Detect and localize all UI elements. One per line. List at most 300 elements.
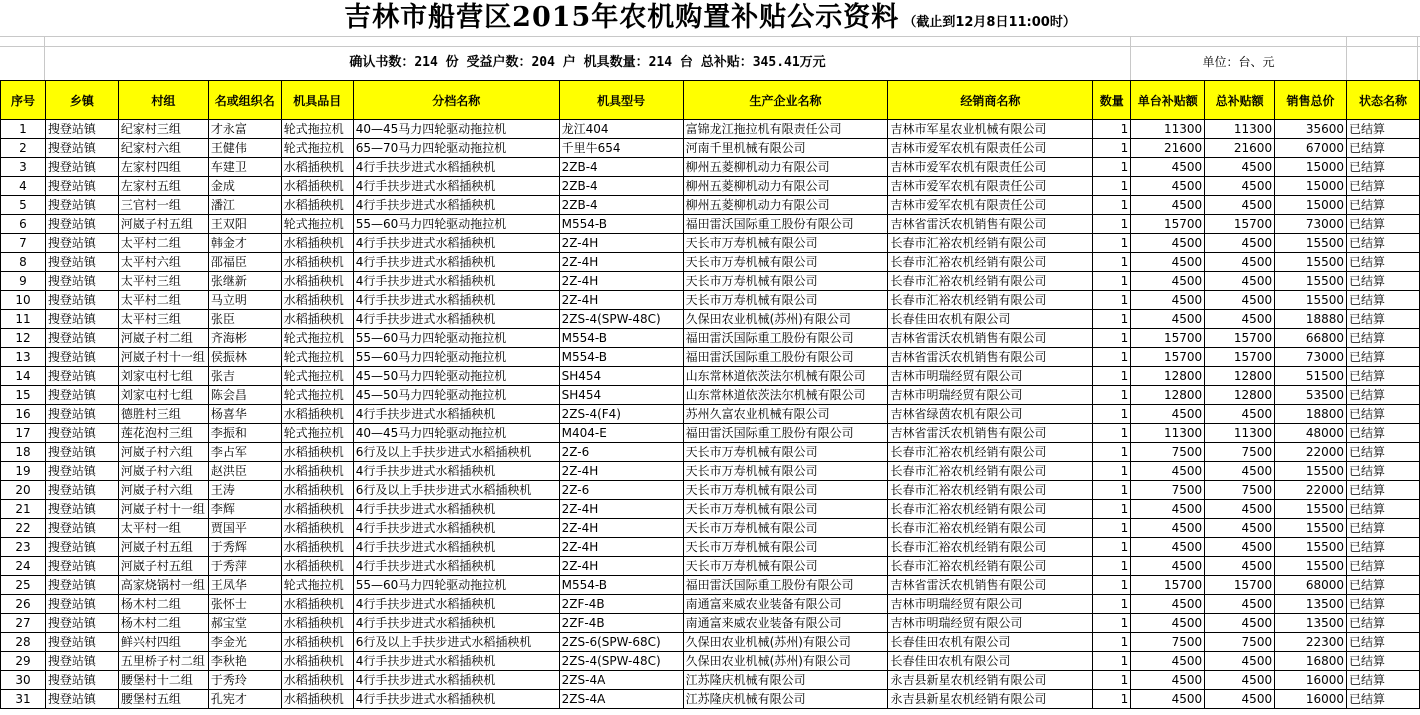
cell-index: 24 [1,557,46,576]
header-col-index: 序号 [1,81,46,120]
cell-town: 搜登站镇 [45,196,118,215]
cell-name: 金成 [208,177,281,196]
cell-unit-subsidy: 4500 [1131,671,1205,690]
cell-quantity: 1 [1093,291,1131,310]
cell-category: 水稻插秧机 [281,253,353,272]
cell-dealer: 长春市汇裕农机经销有限公司 [888,443,1093,462]
cell-quantity: 1 [1093,614,1131,633]
cell-index: 3 [1,158,46,177]
cell-name: 李辉 [208,500,281,519]
cell-index: 17 [1,424,46,443]
cell-model: 2ZS-4A [559,690,683,709]
cell-sale-price: 15500 [1275,272,1347,291]
cell-town: 搜登站镇 [45,576,118,595]
cell-index: 30 [1,671,46,690]
cell-quantity: 1 [1093,595,1131,614]
cell-dealer: 吉林省雷沃农机销售有限公司 [888,348,1093,367]
cell-manufacturer: 苏州久富农业机械有限公司 [683,405,888,424]
cell-model: 2Z-6 [559,443,683,462]
header-col-status: 状态名称 [1347,81,1420,120]
cell-manufacturer: 久保田农业机械(苏州)有限公司 [683,310,888,329]
cell-unit-subsidy: 12800 [1131,367,1205,386]
page-title: 吉林市船营区2015年农机购置补贴公示资料 [344,2,900,33]
cell-village: 太平村二组 [118,234,208,253]
cell-dealer: 长春市汇裕农机经销有限公司 [888,234,1093,253]
table-row [1,234,1420,253]
cell-sale-price: 67000 [1275,139,1347,158]
cell-sale-price: 13500 [1275,595,1347,614]
cell-village: 高家烧锅村一组 [118,576,208,595]
cell-manufacturer: 福田雷沃国际重工股份有限公司 [683,424,888,443]
cell-total-subsidy: 4500 [1205,652,1275,671]
cell-quantity: 1 [1093,348,1131,367]
cell-status: 已结算 [1347,500,1420,519]
cell-status: 已结算 [1347,215,1420,234]
cell-name: 王健伟 [208,139,281,158]
cell-tier: 55—60马力四轮驱动拖拉机 [353,576,559,595]
cell-status: 已结算 [1347,538,1420,557]
cell-category: 轮式拖拉机 [281,329,353,348]
cell-index: 13 [1,348,46,367]
cell-dealer: 吉林市爱军农机有限责任公司 [888,139,1093,158]
cell-status: 已结算 [1347,595,1420,614]
cell-town: 搜登站镇 [45,215,118,234]
cell-manufacturer: 山东常林道依茨法尔机械有限公司 [683,386,888,405]
cell-index: 9 [1,272,46,291]
table-row [1,481,1420,500]
cell-name: 张吉 [208,367,281,386]
cell-dealer: 长春市汇裕农机经销有限公司 [888,519,1093,538]
cell-status: 已结算 [1347,614,1420,633]
cell-dealer: 吉林市明瑞经贸有限公司 [888,367,1093,386]
header-row [1,81,1420,120]
cell-total-subsidy: 4500 [1205,595,1275,614]
cell-total-subsidy: 15700 [1205,348,1275,367]
cell-sale-price: 53500 [1275,386,1347,405]
table-row [1,633,1420,652]
cell-unit-subsidy: 4500 [1131,310,1205,329]
cell-village: 纪家村三组 [118,120,208,139]
cell-sale-price: 15000 [1275,177,1347,196]
cell-town: 搜登站镇 [45,481,118,500]
cell-unit-subsidy: 4500 [1131,557,1205,576]
cell-total-subsidy: 15700 [1205,329,1275,348]
cell-model: 2ZB-4 [559,158,683,177]
cell-town: 搜登站镇 [45,633,118,652]
cell-village: 刘家屯村七组 [118,367,208,386]
cell-status: 已结算 [1347,158,1420,177]
table-row [1,443,1420,462]
cell-index: 21 [1,500,46,519]
cell-total-subsidy: 4500 [1205,614,1275,633]
cell-category: 轮式拖拉机 [281,424,353,443]
cell-sale-price: 15500 [1275,519,1347,538]
cell-total-subsidy: 4500 [1205,291,1275,310]
cell-status: 已结算 [1347,405,1420,424]
cell-unit-subsidy: 11300 [1131,424,1205,443]
cell-village: 河崴子村五组 [118,557,208,576]
header-col-village: 村组 [118,81,208,120]
cell-model: SH454 [559,386,683,405]
header-col-manufacturer: 生产企业名称 [683,81,888,120]
cell-town: 搜登站镇 [45,500,118,519]
cell-total-subsidy: 4500 [1205,519,1275,538]
cell-category: 水稻插秧机 [281,481,353,500]
cell-model: 2ZB-4 [559,177,683,196]
cell-village: 左家村五组 [118,177,208,196]
cell-index: 22 [1,519,46,538]
cell-index: 26 [1,595,46,614]
cell-unit-subsidy: 12800 [1131,386,1205,405]
table-row [1,576,1420,595]
cell-unit-subsidy: 4500 [1131,614,1205,633]
cell-quantity: 1 [1093,139,1131,158]
cell-category: 水稻插秧机 [281,690,353,709]
cell-category: 水稻插秧机 [281,177,353,196]
cell-sale-price: 16000 [1275,690,1347,709]
title-row [0,0,1420,37]
cell-quantity: 1 [1093,310,1131,329]
cell-unit-subsidy: 4500 [1131,595,1205,614]
cell-manufacturer: 南通富来威农业装备有限公司 [683,595,888,614]
cell-category: 轮式拖拉机 [281,386,353,405]
cell-tier: 4行手扶步进式水稻插秧机 [353,310,559,329]
cell-name: 张臣 [208,310,281,329]
cell-status: 已结算 [1347,272,1420,291]
header-col-unit-subsidy: 单台补贴额 [1131,81,1205,120]
cutoff-note: （截止到12月8日11:00时） [903,15,1076,30]
cell-manufacturer: 福田雷沃国际重工股份有限公司 [683,348,888,367]
cell-town: 搜登站镇 [45,291,118,310]
cell-sale-price: 22000 [1275,481,1347,500]
cell-index: 5 [1,196,46,215]
cell-dealer: 吉林省雷沃农机销售有限公司 [888,329,1093,348]
table-row [1,595,1420,614]
cell-category: 水稻插秧机 [281,234,353,253]
cell-quantity: 1 [1093,500,1131,519]
cell-name: 杨喜华 [208,405,281,424]
cell-quantity: 1 [1093,443,1131,462]
table-row [1,367,1420,386]
cell-name: 韩金才 [208,234,281,253]
cell-manufacturer: 柳州五菱柳机动力有限公司 [683,177,888,196]
cell-model: 2ZS-4A [559,671,683,690]
cell-town: 搜登站镇 [45,443,118,462]
cell-unit-subsidy: 4500 [1131,500,1205,519]
cell-category: 水稻插秧机 [281,671,353,690]
cell-town: 搜登站镇 [45,329,118,348]
cell-quantity: 1 [1093,671,1131,690]
cell-category: 水稻插秧机 [281,462,353,481]
cell-tier: 4行手扶步进式水稻插秧机 [353,291,559,310]
cell-unit-subsidy: 4500 [1131,690,1205,709]
cell-tier: 55—60马力四轮驱动拖拉机 [353,329,559,348]
cell-village: 腰堡村五组 [118,690,208,709]
cell-quantity: 1 [1093,424,1131,443]
cell-town: 搜登站镇 [45,557,118,576]
table-row [1,424,1420,443]
cell-quantity: 1 [1093,158,1131,177]
cell-category: 水稻插秧机 [281,538,353,557]
cell-model: 2Z-4H [559,462,683,481]
summary-row [0,46,1420,79]
cell-sale-price: 16800 [1275,652,1347,671]
cell-manufacturer: 河南千里机械有限公司 [683,139,888,158]
cell-village: 腰堡村十二组 [118,671,208,690]
cell-index: 25 [1,576,46,595]
cell-status: 已结算 [1347,139,1420,158]
cell-village: 太平村三组 [118,272,208,291]
cell-model: 2Z-4H [559,253,683,272]
header-col-quantity: 数量 [1093,81,1131,120]
cell-quantity: 1 [1093,652,1131,671]
cell-name: 李振和 [208,424,281,443]
cell-unit-subsidy: 15700 [1131,576,1205,595]
cell-total-subsidy: 11300 [1205,424,1275,443]
cell-manufacturer: 天长市万寿机械有限公司 [683,557,888,576]
cell-village: 河崴子村二组 [118,329,208,348]
cell-name: 才永富 [208,120,281,139]
cell-total-subsidy: 12800 [1205,367,1275,386]
cell-village: 河崴子村十一组 [118,500,208,519]
cell-town: 搜登站镇 [45,386,118,405]
cell-tier: 40—45马力四轮驱动拖拉机 [353,424,559,443]
table-row [1,614,1420,633]
cell-town: 搜登站镇 [45,348,118,367]
cell-tier: 55—60马力四轮驱动拖拉机 [353,348,559,367]
cell-name: 贾国平 [208,519,281,538]
cell-unit-subsidy: 4500 [1131,462,1205,481]
cell-sale-price: 48000 [1275,424,1347,443]
cell-status: 已结算 [1347,576,1420,595]
cell-status: 已结算 [1347,310,1420,329]
cell-category: 轮式拖拉机 [281,576,353,595]
cell-model: 2ZS-6(SPW-68C) [559,633,683,652]
cell-tier: 4行手扶步进式水稻插秧机 [353,519,559,538]
cell-unit-subsidy: 4500 [1131,158,1205,177]
table-row [1,462,1420,481]
cell-name: 郝宝堂 [208,614,281,633]
cell-village: 五里桥子村二组 [118,652,208,671]
cell-dealer: 吉林市明瑞经贸有限公司 [888,614,1093,633]
header-col-sale-price: 销售总价 [1275,81,1347,120]
table-row [1,310,1420,329]
cell-unit-subsidy: 15700 [1131,348,1205,367]
cell-sale-price: 15500 [1275,253,1347,272]
cell-manufacturer: 江苏隆庆机械有限公司 [683,690,888,709]
cell-index: 18 [1,443,46,462]
cell-manufacturer: 天长市万寿机械有限公司 [683,500,888,519]
cell-category: 轮式拖拉机 [281,348,353,367]
cell-category: 水稻插秧机 [281,652,353,671]
cell-manufacturer: 富锦龙江拖拉机有限责任公司 [683,120,888,139]
cell-category: 水稻插秧机 [281,519,353,538]
cell-status: 已结算 [1347,424,1420,443]
cell-quantity: 1 [1093,557,1131,576]
cell-name: 王凤华 [208,576,281,595]
cell-index: 16 [1,405,46,424]
cell-quantity: 1 [1093,367,1131,386]
cell-model: 2ZB-4 [559,196,683,215]
cell-dealer: 长春佳田农机有限公司 [888,652,1093,671]
cell-town: 搜登站镇 [45,158,118,177]
header-col-name: 名或组织名 [208,81,281,120]
cell-village: 河崴子村六组 [118,443,208,462]
cell-model: 2Z-4H [559,500,683,519]
cell-manufacturer: 福田雷沃国际重工股份有限公司 [683,329,888,348]
cell-sale-price: 15000 [1275,196,1347,215]
cell-total-subsidy: 4500 [1205,671,1275,690]
table-row [1,177,1420,196]
cell-unit-subsidy: 7500 [1131,481,1205,500]
cell-model: 2Z-4H [559,538,683,557]
cell-total-subsidy: 4500 [1205,690,1275,709]
cell-unit-subsidy: 4500 [1131,234,1205,253]
header-col-dealer: 经销商名称 [888,81,1093,120]
cell-model: 2ZS-4(SPW-48C) [559,652,683,671]
cell-name: 赵洪臣 [208,462,281,481]
cell-dealer: 吉林市军星农业机械有限公司 [888,120,1093,139]
table-row [1,557,1420,576]
table-row [1,348,1420,367]
cell-dealer: 吉林市爱军农机有限责任公司 [888,196,1093,215]
cell-total-subsidy: 7500 [1205,633,1275,652]
table-row [1,386,1420,405]
cell-tier: 4行手扶步进式水稻插秧机 [353,177,559,196]
cell-model: 2ZF-4B [559,595,683,614]
table-body [1,120,1420,709]
cell-status: 已结算 [1347,348,1420,367]
cell-quantity: 1 [1093,253,1131,272]
cell-manufacturer: 柳州五菱柳机动力有限公司 [683,158,888,177]
cell-tier: 4行手扶步进式水稻插秧机 [353,234,559,253]
cell-quantity: 1 [1093,633,1131,652]
cell-quantity: 1 [1093,519,1131,538]
cell-name: 李占军 [208,443,281,462]
cell-status: 已结算 [1347,253,1420,272]
cell-village: 三官村一组 [118,196,208,215]
cell-category: 水稻插秧机 [281,158,353,177]
cell-unit-subsidy: 4500 [1131,405,1205,424]
cell-total-subsidy: 4500 [1205,538,1275,557]
cell-town: 搜登站镇 [45,652,118,671]
cell-model: 千里牛654 [559,139,683,158]
cell-tier: 45—50马力四轮驱动拖拉机 [353,386,559,405]
cell-sale-price: 22000 [1275,443,1347,462]
table-row [1,519,1420,538]
cell-sale-price: 68000 [1275,576,1347,595]
cell-unit-subsidy: 4500 [1131,538,1205,557]
cell-unit-subsidy: 4500 [1131,519,1205,538]
cell-town: 搜登站镇 [45,177,118,196]
cell-manufacturer: 久保田农业机械(苏州)有限公司 [683,633,888,652]
cell-sale-price: 15000 [1275,158,1347,177]
cell-total-subsidy: 4500 [1205,234,1275,253]
cell-dealer: 吉林市明瑞经贸有限公司 [888,386,1093,405]
cell-town: 搜登站镇 [45,614,118,633]
cell-model: 2Z-4H [559,557,683,576]
cell-index: 19 [1,462,46,481]
cell-town: 搜登站镇 [45,519,118,538]
cell-name: 于秀辉 [208,538,281,557]
cell-unit-subsidy: 4500 [1131,196,1205,215]
cell-name: 孔宪才 [208,690,281,709]
cell-category: 水稻插秧机 [281,443,353,462]
cell-status: 已结算 [1347,557,1420,576]
cell-town: 搜登站镇 [45,595,118,614]
cell-status: 已结算 [1347,633,1420,652]
cell-village: 杨木村二组 [118,614,208,633]
cell-town: 搜登站镇 [45,405,118,424]
cell-village: 德胜村三组 [118,405,208,424]
cell-model: 2Z-4H [559,519,683,538]
cell-dealer: 吉林省雷沃农机销售有限公司 [888,215,1093,234]
cell-status: 已结算 [1347,443,1420,462]
cell-model: 2Z-4H [559,234,683,253]
cell-name: 陈会昌 [208,386,281,405]
cell-sale-price: 18880 [1275,310,1347,329]
cell-total-subsidy: 4500 [1205,462,1275,481]
cell-status: 已结算 [1347,329,1420,348]
cell-dealer: 吉林省雷沃农机销售有限公司 [888,576,1093,595]
cell-index: 8 [1,253,46,272]
gridline [1130,36,1131,80]
cell-name: 侯振林 [208,348,281,367]
cell-category: 轮式拖拉机 [281,367,353,386]
cell-dealer: 长春市汇裕农机经销有限公司 [888,481,1093,500]
cell-manufacturer: 天长市万寿机械有限公司 [683,462,888,481]
cell-unit-subsidy: 11300 [1131,120,1205,139]
cell-village: 杨木村二组 [118,595,208,614]
cell-status: 已结算 [1347,291,1420,310]
cell-tier: 4行手扶步进式水稻插秧机 [353,462,559,481]
cell-index: 14 [1,367,46,386]
cell-manufacturer: 天长市万寿机械有限公司 [683,443,888,462]
cell-village: 太平村二组 [118,291,208,310]
cell-tier: 4行手扶步进式水稻插秧机 [353,253,559,272]
cell-quantity: 1 [1093,405,1131,424]
header-col-town: 乡镇 [45,81,118,120]
cell-name: 张怀士 [208,595,281,614]
cell-sale-price: 73000 [1275,348,1347,367]
cell-index: 12 [1,329,46,348]
table-row [1,291,1420,310]
cell-sale-price: 16000 [1275,671,1347,690]
cell-category: 水稻插秧机 [281,633,353,652]
cell-total-subsidy: 15700 [1205,215,1275,234]
cell-name: 于秀萍 [208,557,281,576]
cell-unit-subsidy: 7500 [1131,443,1205,462]
cell-category: 水稻插秧机 [281,557,353,576]
table-row [1,272,1420,291]
cell-tier: 4行手扶步进式水稻插秧机 [353,405,559,424]
cell-sale-price: 35600 [1275,120,1347,139]
cell-model: M404-E [559,424,683,443]
cell-tier: 4行手扶步进式水稻插秧机 [353,690,559,709]
cell-index: 29 [1,652,46,671]
cell-total-subsidy: 4500 [1205,310,1275,329]
cell-category: 水稻插秧机 [281,405,353,424]
blank-row [0,36,1420,46]
cell-quantity: 1 [1093,576,1131,595]
cell-quantity: 1 [1093,215,1131,234]
cell-index: 15 [1,386,46,405]
cell-total-subsidy: 4500 [1205,557,1275,576]
cell-unit-subsidy: 4500 [1131,291,1205,310]
cell-manufacturer: 久保田农业机械(苏州)有限公司 [683,652,888,671]
cell-name: 车建卫 [208,158,281,177]
cell-name: 李金光 [208,633,281,652]
